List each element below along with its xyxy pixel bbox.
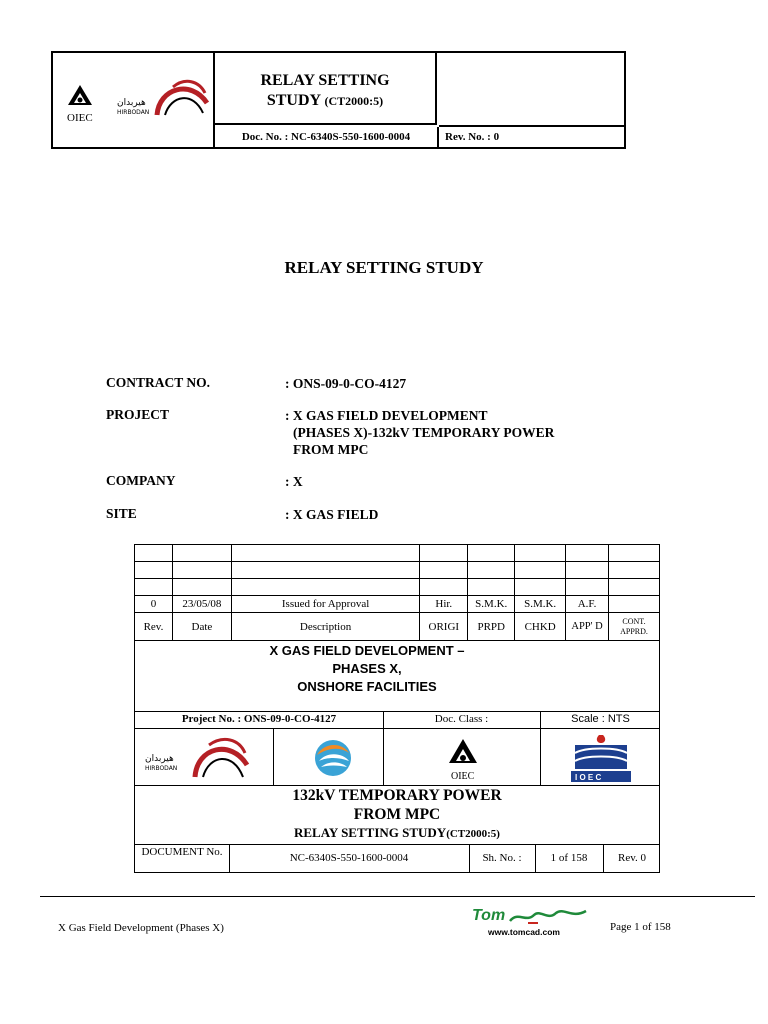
table-cell: 23/05/08: [172, 596, 231, 613]
logos-row: [134, 728, 660, 786]
column-header: APP' D: [566, 613, 609, 641]
svg-text:HIRBODAN: HIRBODAN: [145, 765, 178, 772]
site-value: : X GAS FIELD: [285, 507, 379, 522]
table-row: [135, 596, 660, 613]
revision-table: [134, 544, 660, 641]
document-title-block: [134, 785, 660, 845]
header-title-line2: STUDY: [266, 92, 321, 109]
project-title-line1: X GAS FIELD DEVELOPMENT –: [269, 643, 465, 658]
table-cell: S.M.K.: [515, 596, 566, 613]
header-logos: [53, 53, 215, 147]
table-header-row: [135, 613, 660, 641]
table-row: [135, 562, 660, 579]
revision-value: Rev. 0: [617, 852, 646, 864]
table-row: [135, 579, 660, 596]
sheet-label: Sh. No. :: [482, 852, 522, 864]
column-header: PRPD: [468, 613, 515, 641]
site-label: SITE: [106, 506, 137, 521]
footer-divider: [40, 896, 755, 897]
company-label: COMPANY: [106, 473, 176, 488]
project-value-3: FROM MPC: [293, 442, 369, 457]
document-number: NC-6340S-550-1600-0004: [289, 852, 409, 864]
tomcad-name: Tom: [472, 907, 506, 924]
nioc-swirl-logo-icon: [313, 735, 353, 781]
project-title-line3: ONSHORE FACILITIES: [297, 679, 437, 694]
document-number-row: [134, 844, 660, 873]
project-title-line2: PHASES X,: [332, 661, 402, 676]
project-number-row: [134, 711, 660, 729]
contract-label: CONTRACT NO.: [106, 375, 211, 390]
header-box: [51, 51, 626, 149]
tomcad-logo: [472, 905, 592, 939]
table-cell: [609, 596, 660, 613]
project-number: Project No. : ONS-09-0-CO-4127: [181, 713, 337, 725]
ioec-logo-icon: [561, 731, 641, 785]
oiec-logo-icon: [431, 735, 495, 781]
project-value-1: : X GAS FIELD DEVELOPMENT: [285, 408, 488, 423]
project-title-block: [134, 640, 660, 712]
header-title: [215, 53, 437, 125]
page-title: RELAY SETTING STUDY: [284, 258, 484, 277]
hirbodan-logo-icon: [143, 733, 253, 783]
hirbodan-logo-icon: [113, 73, 213, 133]
table-cell: Issued for Approval: [231, 596, 419, 613]
svg-text:HIRBODAN: HIRBODAN: [117, 109, 150, 116]
tomcad-url: www.tomcad.com: [488, 927, 560, 937]
svg-text:OIEC: OIEC: [67, 112, 93, 124]
doc-title-line2: FROM MPC: [353, 806, 441, 823]
column-header: Description: [231, 613, 419, 641]
tomcad-script-icon: [508, 905, 592, 927]
column-header: Rev.: [135, 613, 173, 641]
svg-text:هیربدان: هیربدان: [117, 98, 146, 108]
sheet-value: 1 of 158: [550, 852, 588, 864]
svg-text:I O E C: I O E C: [575, 773, 602, 782]
svg-text:OIEC: OIEC: [451, 771, 475, 781]
doc-title-suffix: (CT2000:5): [446, 828, 500, 840]
column-header: ORIGI: [420, 613, 468, 641]
project-value-2: (PHASES X)-132kV TEMPORARY POWER: [293, 425, 555, 440]
column-header: CONT. APPRD.: [609, 613, 660, 641]
table-cell: S.M.K.: [468, 596, 515, 613]
column-header: CHKD: [515, 613, 566, 641]
header-rev-no: Rev. No. : 0: [445, 131, 500, 143]
document-label: DOCUMENT No.: [141, 846, 223, 858]
scale: Scale : NTS: [571, 713, 630, 725]
table-cell: Hir.: [420, 596, 468, 613]
table-row: [135, 545, 660, 562]
table-cell: A.F.: [566, 596, 609, 613]
table-cell: 0: [135, 596, 173, 613]
contract-value: : ONS-09-0-CO-4127: [285, 376, 407, 391]
project-label: PROJECT: [106, 407, 170, 422]
column-header: Date: [172, 613, 231, 641]
company-value: : X: [285, 474, 303, 489]
doc-class: Doc. Class :: [434, 713, 489, 725]
svg-text:هیربدان: هیربدان: [145, 754, 174, 764]
footer-left-text: X Gas Field Development (Phases X): [58, 922, 224, 934]
header-doc-no: Doc. No. : NC-6340S-550-1600-0004: [215, 127, 439, 147]
footer-page-number: Page 1 of 158: [610, 921, 671, 933]
header-blank-cell: [439, 53, 626, 127]
doc-title-line3: RELAY SETTING STUDY: [294, 825, 447, 840]
header-title-suffix: (CT2000:5): [324, 94, 384, 108]
doc-title-line1: 132kV TEMPORARY POWER: [292, 787, 502, 804]
header-title-line1: RELAY SETTING: [260, 72, 390, 89]
